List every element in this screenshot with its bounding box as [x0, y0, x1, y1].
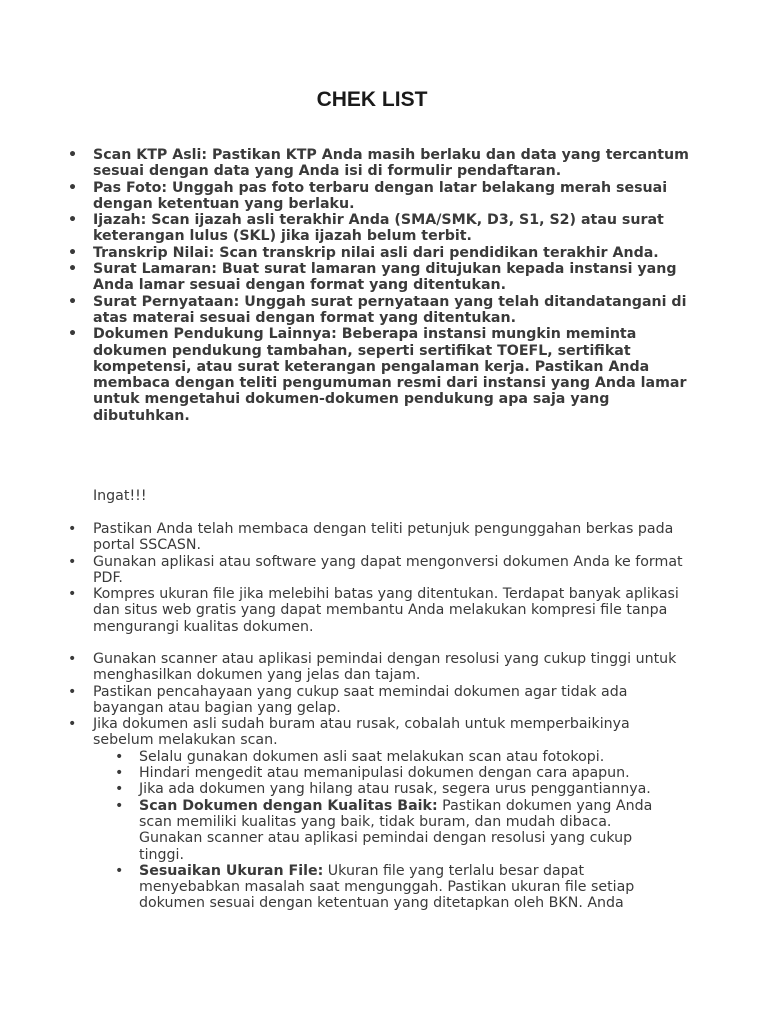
list-item: • Pas Foto: Unggah pas foto terbaru dengan latar belakang merah sesuai dengan ketentuan yang berlaku. — [93, 180, 693, 213]
sub-item-label: Sesuaikan Ukuran File: — [139, 862, 324, 879]
sub-list-item — [139, 863, 655, 912]
reminder-list-1 — [93, 521, 693, 635]
list-item: • Gunakan aplikasi atau software yang dapat mengonversi dokumen Anda ke format PDF. — [93, 554, 693, 587]
list-item: • Scan KTP Asli: Pastikan KTP Anda masih berlaku dan data yang tercantum sesuai dengan data yang Anda isi di formulir pendaftaran. — [93, 147, 693, 180]
sub-list-item — [139, 798, 655, 863]
list-item: • Ijazah: Scan ijazah asli terakhir Anda (SMA/SMK, D3, S1, S2) atau surat keterangan lulus (SKL) jika ijazah belum terbit. — [93, 212, 693, 245]
list-item: • Pastikan Anda telah membaca dengan teliti petunjuk pengunggahan berkas pada portal SSCASN. — [93, 521, 693, 554]
reminder-heading: Ingat!!! — [93, 488, 147, 504]
page-title: CHEK LIST — [316, 88, 428, 111]
sub-list-item: • Hindari mengedit atau memanipulasi dokumen dengan cara apapun. — [139, 765, 655, 781]
list-item: • Dokumen Pendukung Lainnya: Beberapa instansi mungkin meminta dokumen pendukung tambahan, seperti sertifikat TOEFL, sertifikat kompetensi, atau surat keterangan pengalaman kerja. Pastikan Anda membaca dengan teliti pengumuman resmi dari instansi yang Anda lamar untuk mengetahui dokumen-dokumen pendukung apa saja yang dibutuhkan. — [93, 326, 693, 424]
sub-item-label: Scan Dokumen dengan Kualitas Baik: — [139, 797, 438, 814]
list-item: • Transkrip Nilai: Scan transkrip nilai asli dari pendidikan terakhir Anda. — [93, 245, 693, 261]
list-item: • Kompres ukuran file jika melebihi batas yang ditentukan. Terdapat banyak aplikasi dan situs web gratis yang dapat membantu Anda melakukan kompresi file tanpa mengurangi kualitas dokumen. — [93, 586, 693, 635]
sub-list-item: • Jika ada dokumen yang hilang atau rusak, segera urus penggantiannya. — [139, 781, 655, 797]
reminder-list-2 — [93, 651, 693, 912]
list-item: • Surat Lamaran: Buat surat lamaran yang ditujukan kepada instansi yang Anda lamar sesuai dengan format yang ditentukan. — [93, 261, 693, 294]
list-item: • Gunakan scanner atau aplikasi pemindai dengan resolusi yang cukup tinggi untuk menghasilkan dokumen yang jelas dan tajam. — [93, 651, 693, 684]
sub-list — [139, 749, 655, 912]
sub-item-text: Ukuran file yang terlalu besar dapat menyebabkan masalah saat mengunggah. Pastikan ukuran file setiap dokumen sesuai dengan ketentuan yang ditetapkan oleh BKN. Anda — [139, 862, 635, 912]
list-item: • Pastikan pencahayaan yang cukup saat memindai dokumen agar tidak ada bayangan atau bagian yang gelap. — [93, 684, 693, 717]
list-item: • Surat Pernyataan: Unggah surat pernyataan yang telah ditandatangani di atas materai sesuai dengan format yang ditentukan. — [93, 294, 693, 327]
list-item-text: Jika dokumen asli sudah buram atau rusak, cobalah untuk memperbaikinya sebelum melakukan scan. — [93, 716, 630, 749]
sub-item-text: Pastikan dokumen yang Anda scan memiliki kualitas yang baik, tidak buram, dan mudah dibaca. Gunakan scanner atau aplikasi pemindai dengan resolusi yang cukup tinggi. — [139, 797, 653, 863]
list-item — [93, 716, 693, 912]
sub-list-item: • Selalu gunakan dokumen asli saat melakukan scan atau fotokopi. — [139, 749, 655, 765]
checklist — [93, 147, 693, 424]
